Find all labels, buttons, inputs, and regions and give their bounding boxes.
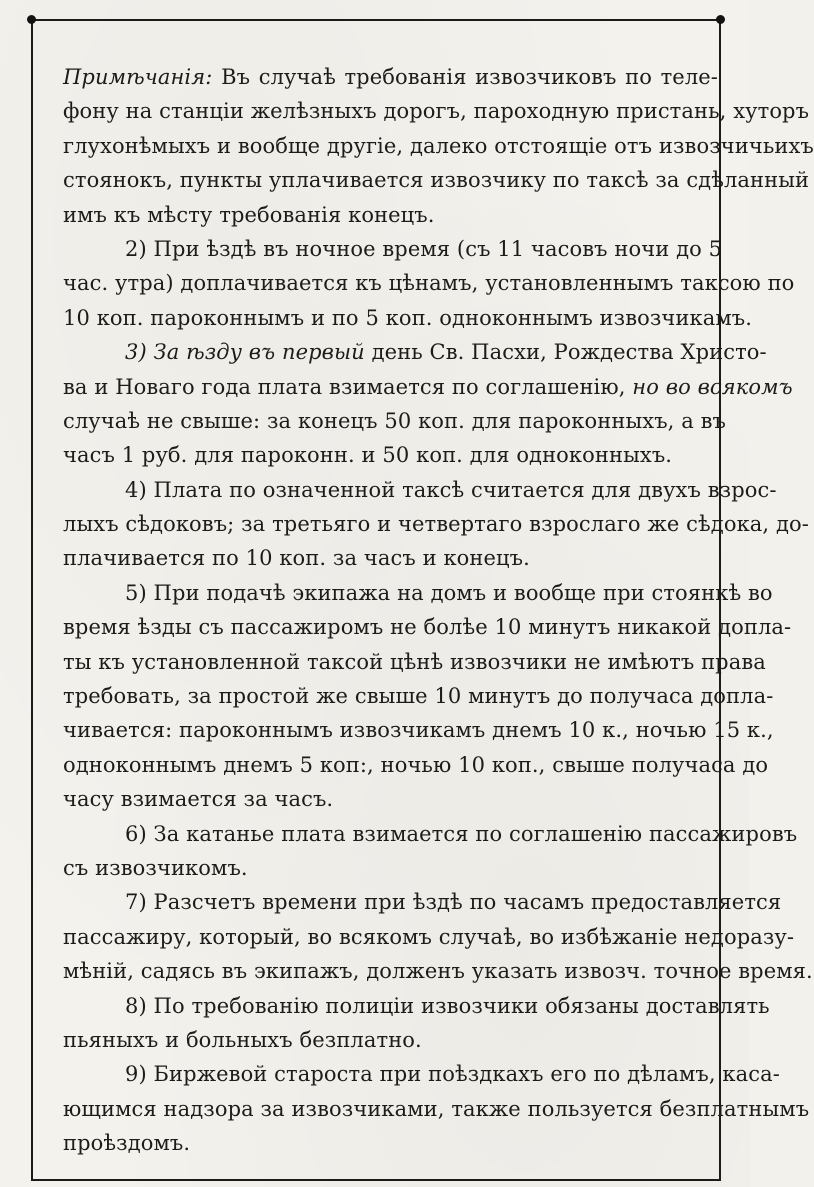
- text-segment: съ извозчикомъ.: [63, 855, 248, 880]
- text-segment: проѣздомъ.: [63, 1131, 191, 1156]
- text-line: [63, 266, 795, 300]
- text-line: [63, 335, 767, 369]
- text-segment: ты къ установленной таксой цѣнѣ извозчики не имѣютъ права: [63, 649, 766, 674]
- italic-text: но во всякомъ: [632, 374, 793, 399]
- text-segment: Въ случаѣ требованія извозчиковъ по теле-: [221, 65, 718, 89]
- text-line: [63, 679, 774, 713]
- text-line: [63, 473, 777, 507]
- corner-dot-top-left: [27, 15, 36, 24]
- text-segment: 2) При ѣздѣ въ ночное время (съ 11 часовъ ночи до 5: [125, 236, 723, 261]
- text-line: [63, 507, 809, 541]
- text-segment: часъ 1 руб. для пароконн. и 50 коп. для одноконныхъ.: [63, 443, 673, 468]
- text-segment: 6) За катанье плата взимается по соглашенію пассажировъ: [125, 821, 798, 846]
- text-segment: 8) По требованію полиціи извозчики обязаны доставлять: [125, 993, 770, 1018]
- text-segment: час. утра) доплачивается къ цѣнамъ, установленнымъ таксою по: [63, 271, 795, 296]
- text-line: [63, 576, 773, 610]
- text-segment: лыхъ сѣдоковъ; за третьяго и четвертаго взрослаго же сѣдока, до-: [63, 512, 809, 537]
- text-line: [63, 782, 718, 816]
- italic-text: Примѣчанія:: [63, 65, 222, 89]
- text-line: [63, 748, 769, 782]
- text-segment: имъ къ мѣсту требованія конецъ.: [63, 202, 435, 227]
- text-line: [63, 713, 774, 747]
- text-line: [63, 198, 718, 232]
- corner-dot-top-right: [716, 15, 725, 24]
- text-line: [63, 94, 810, 128]
- text-segment: случаѣ не свыше: за конецъ 50 коп. для пароконныхъ, а въ: [63, 408, 726, 433]
- text-line: [63, 1092, 810, 1126]
- text-segment: 5) При подачѣ экипажа на домъ и вообще при стоянкѣ во: [125, 580, 773, 605]
- text-line: [63, 370, 793, 404]
- text-line: [63, 60, 718, 94]
- text-segment: ющимся надзора за извозчиками, также пользуется безплатнымъ: [63, 1096, 810, 1121]
- text-segment: 10 коп. пароконнымъ и по 5 коп. одноконнымъ извозчикамъ.: [63, 305, 753, 330]
- text-segment: пьяныхъ и больныхъ безплатно.: [63, 1027, 422, 1052]
- text-segment: фону на станціи желѣзныхъ дорогъ, пароходную пристань, хуторъ: [63, 99, 810, 124]
- text-line: [63, 404, 726, 438]
- text-segment: глухонѣмыхъ и вообще другіе, далеко отстоящіе отъ извозчичьихъ: [63, 133, 814, 158]
- text-line: [63, 129, 814, 163]
- text-line: [63, 1126, 718, 1160]
- text-line: [63, 232, 723, 266]
- text-segment: время ѣзды съ пассажиромъ не болѣе 10 минутъ никакой допла-: [63, 615, 792, 640]
- text-line: [63, 1057, 780, 1091]
- text-line: [63, 885, 782, 919]
- text-line: [63, 920, 795, 954]
- text-line: [63, 163, 810, 197]
- text-segment: чивается: пароконнымъ извозчикамъ днемъ 10 к., ночью 15 к.,: [63, 718, 774, 743]
- text-segment: пассажиру, который, во всякомъ случаѣ, во избѣжаніе недоразу-: [63, 924, 795, 949]
- text-segment: 9) Биржевой староста при поѣздкахъ его по дѣламъ, каса-: [125, 1062, 780, 1087]
- text-segment: 4) Плата по означенной таксѣ считается для двухъ взрос-: [125, 477, 777, 502]
- text-line: [63, 989, 770, 1023]
- text-segment: 7) Разсчетъ времени при ѣздѣ по часамъ предоставляется: [125, 890, 782, 915]
- text-line: [63, 1023, 718, 1057]
- text-segment: мѣній, садясь въ экипажъ, долженъ указать извозч. точное время.: [63, 959, 813, 984]
- notes-text-block: [63, 60, 814, 1161]
- text-line: [63, 438, 718, 472]
- text-line: [63, 610, 792, 644]
- text-line: [63, 954, 813, 988]
- text-line: [63, 645, 766, 679]
- text-segment: день Св. Пасхи, Рождества Христо-: [371, 340, 767, 365]
- text-segment: ва и Новаго года плата взимается по соглашенію,: [63, 374, 633, 399]
- text-line: [63, 301, 753, 335]
- text-line: [63, 541, 718, 575]
- text-line: [63, 851, 718, 885]
- text-line: [63, 817, 798, 851]
- text-segment: стоянокъ, пункты уплачивается извозчику по таксѣ за сдѣланный: [63, 168, 810, 193]
- text-segment: требовать, за простой же свыше 10 минутъ до получаса допла-: [63, 684, 774, 709]
- italic-text: 3) За ѣзду въ первый: [125, 340, 372, 365]
- text-segment: часу взимается за часъ.: [63, 787, 334, 812]
- text-segment: плачивается по 10 коп. за часъ и конецъ.: [63, 546, 530, 571]
- text-segment: одноконнымъ днемъ 5 коп:, ночью 10 коп., свыше получаса до: [63, 752, 769, 777]
